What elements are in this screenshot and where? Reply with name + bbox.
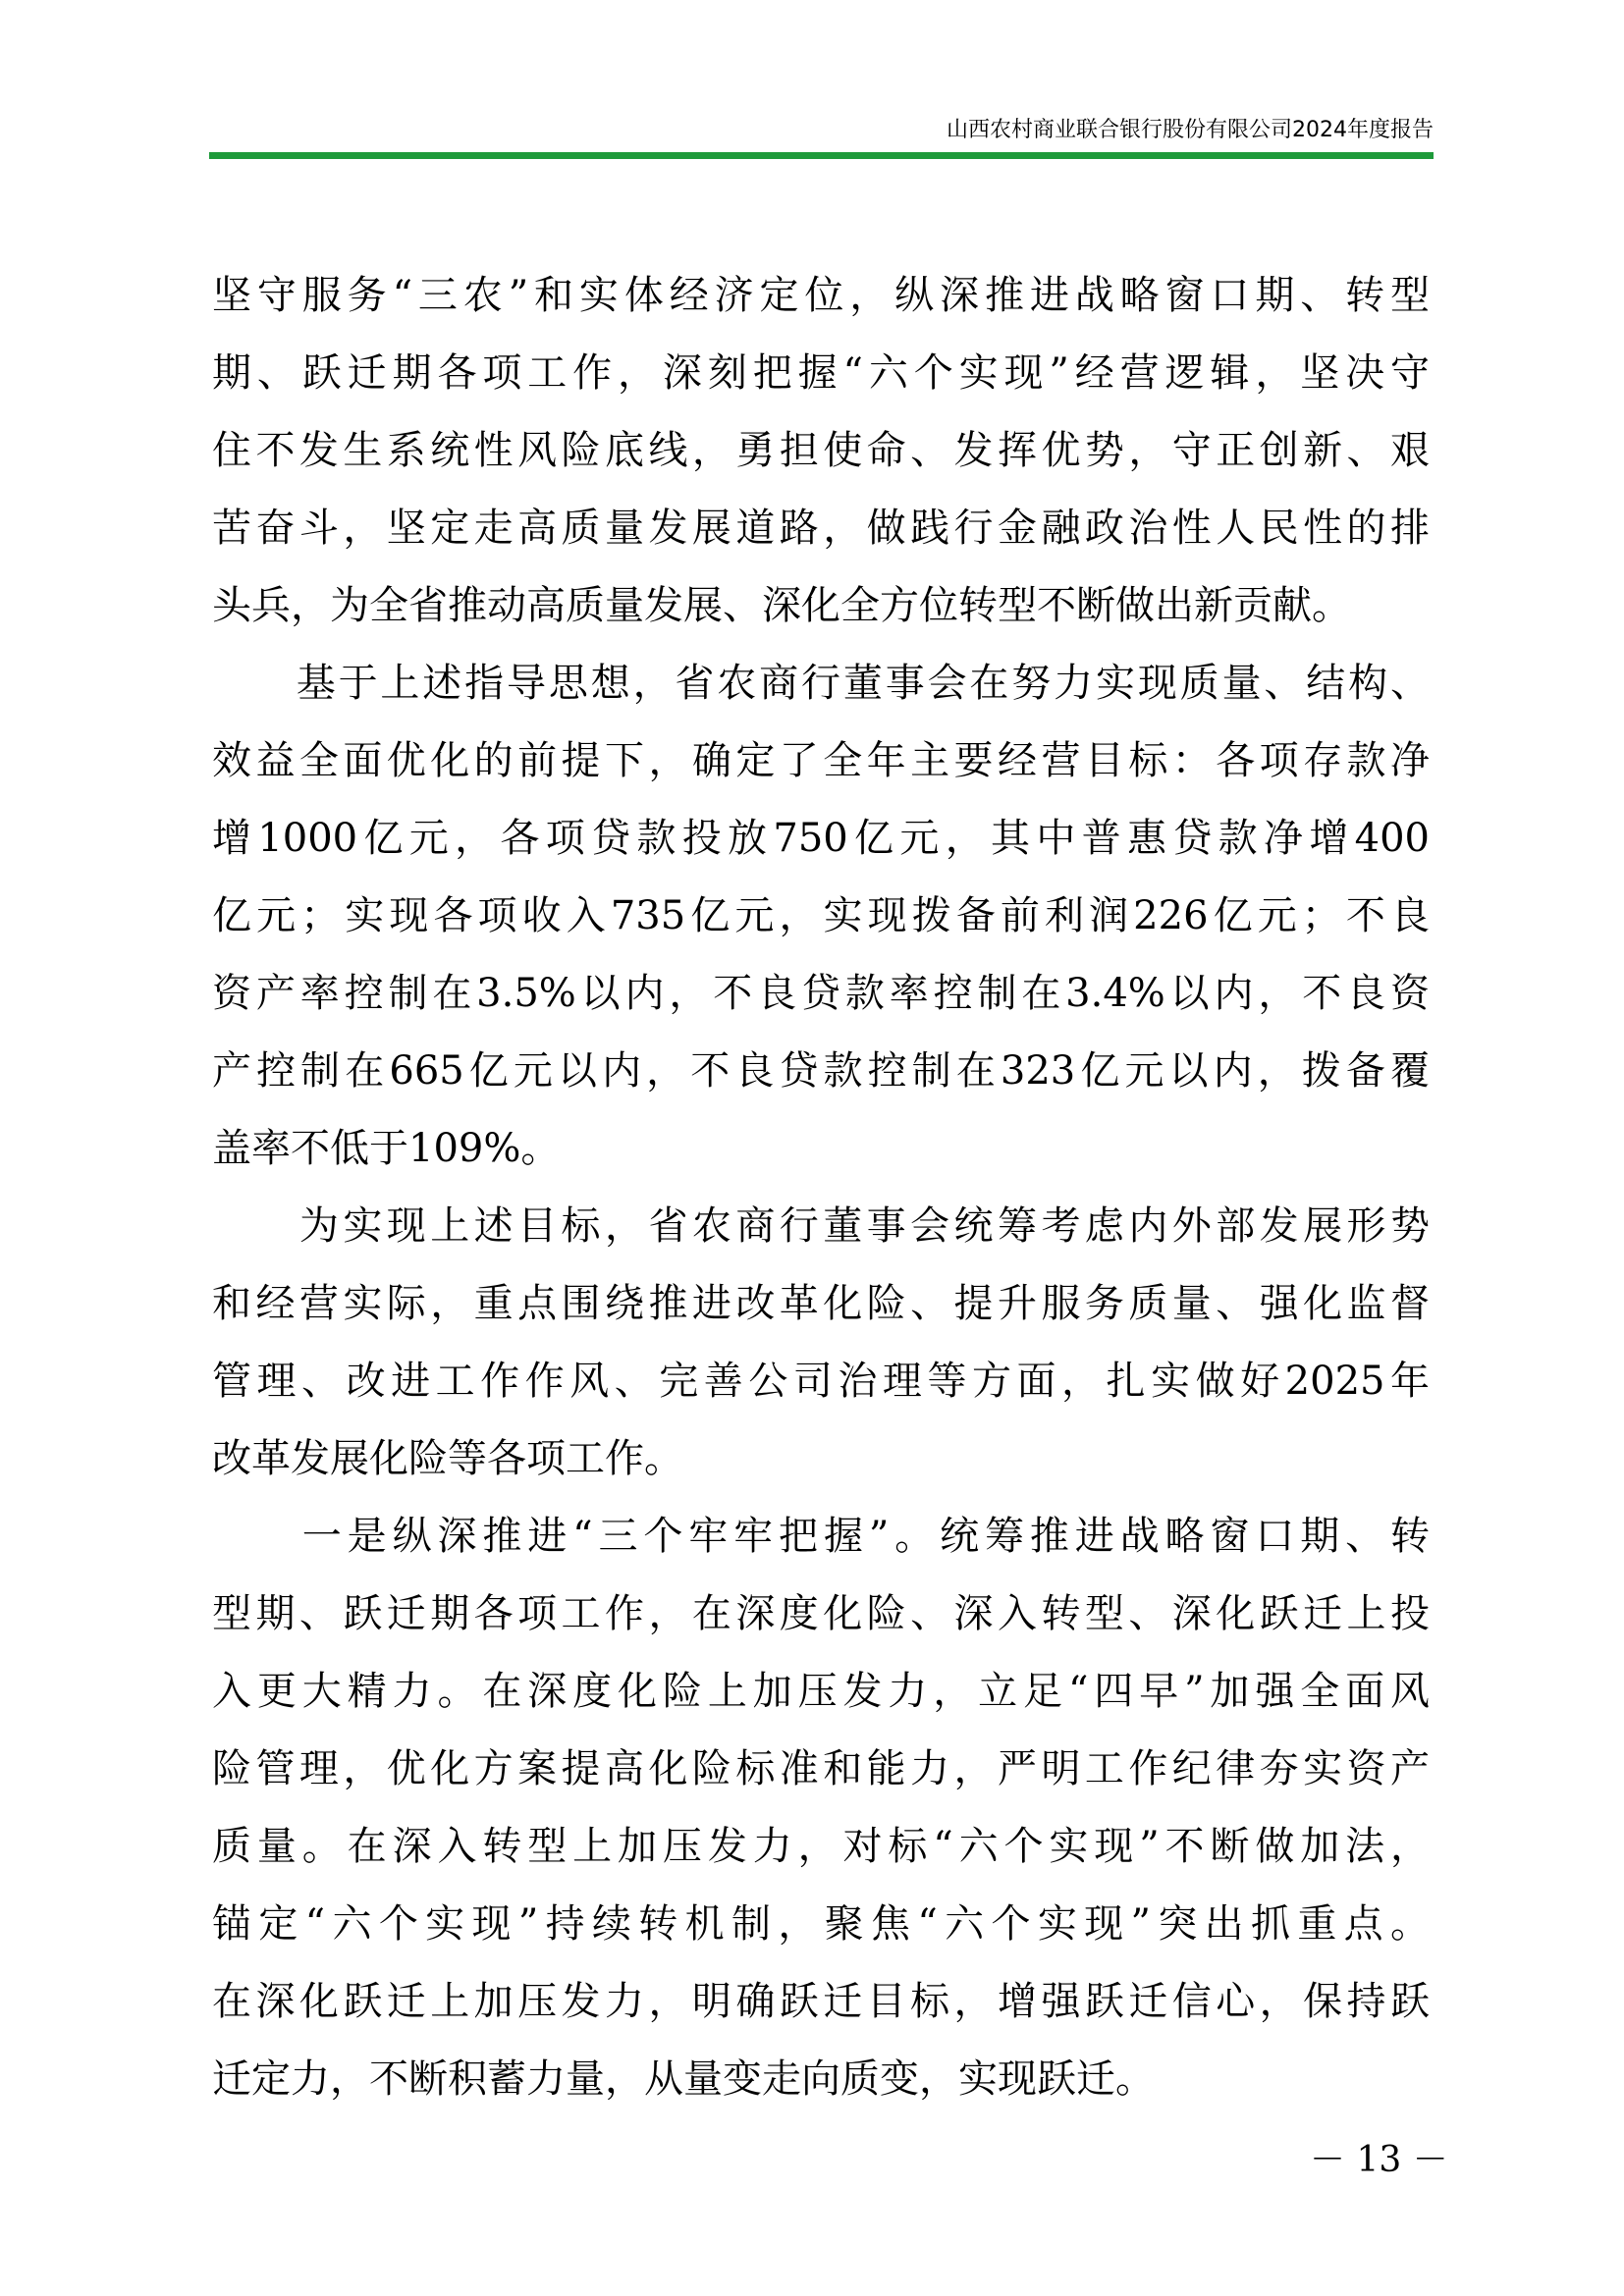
body-line: 型期、跃迁期各项工作，在深度化险、深入转型、深化跃迁上投 <box>212 1591 1430 1636</box>
report-header-title: 山西农村商业联合银行股份有限公司2024年度报告 <box>947 118 1434 142</box>
body-line: 产控制在665亿元以内，不良贷款控制在323亿元以内，拨备覆 <box>212 1048 1430 1094</box>
header-divider <box>209 152 1434 159</box>
body-line: 坚守服务“三农”和实体经济定位，纵深推进战略窗口期、转型 <box>212 273 1430 318</box>
page-number: － 13 － <box>1310 2140 1448 2180</box>
document-body <box>212 257 1430 2118</box>
body-line: 住不发生系统性风险底线，勇担使命、发挥优势，守正创新、艰 <box>212 428 1430 473</box>
body-line: 增1000亿元，各项贷款投放750亿元，其中普惠贷款净增400 <box>212 816 1430 861</box>
body-line: 苦奋斗，坚定走高质量发展道路，做践行金融政治性人民性的排 <box>212 506 1430 551</box>
body-line: 一是纵深推进“三个牢牢把握”。统筹推进战略窗口期、转 <box>212 1514 1430 1559</box>
body-line: 管理、改进工作作风、完善公司治理等方面，扎实做好2025年 <box>212 1359 1430 1404</box>
body-line: 期、跃迁期各项工作，深刻把握“六个实现”经营逻辑，坚决守 <box>212 350 1430 396</box>
body-line: 资产率控制在3.5%以内，不良贷款率控制在3.4%以内，不良资 <box>212 971 1430 1016</box>
body-line: 质量。在深入转型上加压发力，对标“六个实现”不断做加法， <box>212 1824 1430 1869</box>
body-line: 锚定“六个实现”持续转机制，聚焦“六个实现”突出抓重点。 <box>212 1901 1430 1947</box>
body-line: 效益全面优化的前提下，确定了全年主要经营目标：各项存款净 <box>212 738 1430 783</box>
body-line: 为实现上述目标，省农商行董事会统筹考虑内外部发展形势 <box>212 1203 1430 1249</box>
body-line: 入更大精力。在深度化险上加压发力，立足“四早”加强全面风 <box>212 1669 1430 1714</box>
body-line: 在深化跃迁上加压发力，明确跃迁目标，增强跃迁信心，保持跃 <box>212 1979 1430 2024</box>
body-line: 险管理，优化方案提高化险标准和能力，严明工作纪律夯实资产 <box>212 1746 1430 1791</box>
body-line: 亿元；实现各项收入735亿元，实现拨备前利润226亿元；不良 <box>212 893 1430 938</box>
body-line: 改革发展化险等各项工作。 <box>212 1436 683 1481</box>
body-line: 盖率不低于109%。 <box>212 1126 561 1171</box>
body-line: 和经营实际，重点围绕推进改革化险、提升服务质量、强化监督 <box>212 1281 1430 1326</box>
body-line: 基于上述指导思想，省农商行董事会在努力实现质量、结构、 <box>212 661 1430 706</box>
body-line: 迁定力，不断积蓄力量，从量变走向质变，实现跃迁。 <box>212 2056 1155 2102</box>
body-line: 头兵，为全省推动高质量发展、深化全方位转型不断做出新贡献。 <box>212 583 1351 628</box>
